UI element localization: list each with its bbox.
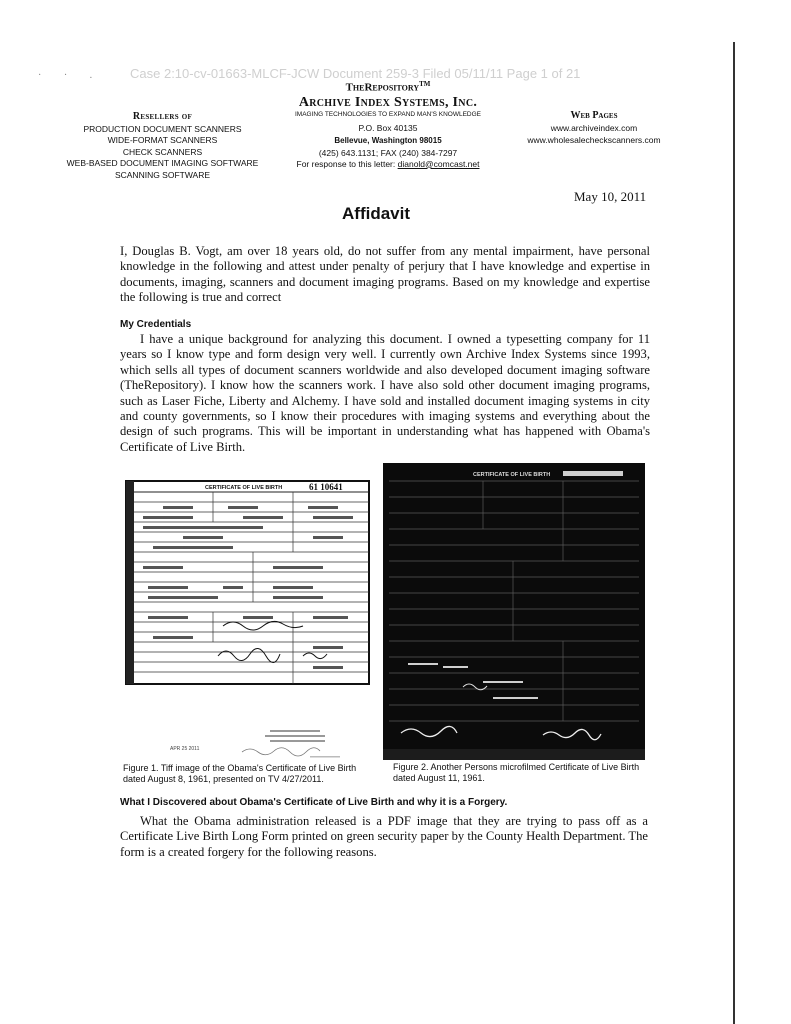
- discovery-heading: What I Discovered about Obama's Certificate of Live Birth and why it is a Forgery.: [120, 797, 508, 808]
- resellers-line: WIDE-FORMAT SCANNERS: [107, 135, 218, 145]
- website-link[interactable]: www.archiveindex.com: [550, 123, 638, 133]
- case-header-watermark: Case 2:10-cv-01663-MLCF-JCW Document 259-3 Filed 05/11/11 Page 1 of 21: [130, 66, 581, 81]
- resellers-line: CHECK SCANNERS: [122, 146, 203, 157]
- intro-paragraph: I, Douglas B. Vogt, am over 18 years old, do not suffer from any mental impairment, have personal knowledge in the following and attest under penalty of perjury that I have knowledge and expertise in documents, imaging, scanners and document imaging programs. Based on my knowledge and expertise the following is true and correct: [120, 244, 650, 305]
- trademark-mark: TM: [419, 80, 431, 88]
- fig1-form-title: CERTIFICATE OF LIVE BIRTH: [205, 485, 283, 491]
- letterhead-resellers: [60, 111, 265, 181]
- svg-text:APR 25 2011: APR 25 2011: [170, 746, 200, 752]
- company-city: Bellevue, Washington 98015: [334, 135, 442, 145]
- response-email-link[interactable]: dianold@comcast.net: [397, 158, 480, 169]
- figure1-certificate-image: [123, 478, 372, 688]
- company-name: Archive Index Systems, Inc.: [298, 94, 478, 110]
- credentials-heading: My Credentials: [120, 319, 192, 330]
- page-edge-line: [733, 42, 735, 1024]
- resellers-line: PRODUCTION DOCUMENT SCANNERS: [83, 123, 242, 134]
- figure1-registrar-stamp: [160, 726, 360, 761]
- company-tagline: IMAGING TECHNOLOGIES TO EXPAND MAN'S KNOWLEDGE: [294, 110, 482, 118]
- brand-name: TheRepository™: [345, 80, 431, 94]
- response-line: For response to this letter: dianold@comcast.net: [296, 158, 480, 169]
- credentials-paragraph: I have a unique background for analyzing this document. I owned a typesetting company for 11 years so I know type and form design very well. I currently own Archive Index Systems since 1993, which sells all types of document scanners worldwide and also developed document imaging software (TheRepository). I know how the scanners work. I have also sold other document imaging programs, such as Laser Fiche, Liberty and Alchemy. I have sold and installed document imaging systems in city and county governments, so I know their procedures with imaging systems and everything about the design of such programs. This will be important in understanding what has happened with Obama's Certificate of Live Birth.: [120, 332, 650, 454]
- website-link[interactable]: www.wholesalecheckscanners.com: [527, 135, 661, 145]
- scan-specks: · · .: [38, 70, 103, 81]
- figure2-caption: Figure 2. Another Persons microfilmed Certificate of Live Birth dated August 11, 1961.: [393, 762, 640, 783]
- resellers-heading: Resellers of: [132, 111, 193, 122]
- letter-date: May 10, 2011: [574, 189, 647, 204]
- po-box: P.O. Box 40135: [358, 122, 418, 133]
- resellers-line: SCANNING SOFTWARE: [114, 169, 211, 180]
- web-pages-heading: Web Pages: [570, 110, 618, 121]
- company-phone: (425) 643.1131; FAX (240) 384-7297: [318, 147, 458, 158]
- discovery-paragraph: What the Obama administration released is a PDF image that they are trying to pass off as a Certificate Live Birth Long Form printed on green security paper by the County Health Department. The form is a created forgery for the following reasons.: [120, 814, 648, 859]
- document-title: Affidavit: [342, 204, 410, 223]
- letterhead-web-pages: [494, 110, 694, 146]
- figure1-caption: Figure 1. Tiff image of the Obama's Certificate of Live Birth dated August 8, 1961, presented on TV 4/27/2011.: [123, 763, 357, 784]
- fig2-form-title: CERTIFICATE OF LIVE BIRTH: [473, 472, 551, 478]
- figure2-microfilm-image: [383, 463, 645, 760]
- resellers-line: WEB-BASED DOCUMENT IMAGING SOFTWARE: [66, 158, 259, 168]
- fig1-cert-number: 61 10641: [309, 482, 343, 492]
- letterhead-company: [268, 80, 508, 169]
